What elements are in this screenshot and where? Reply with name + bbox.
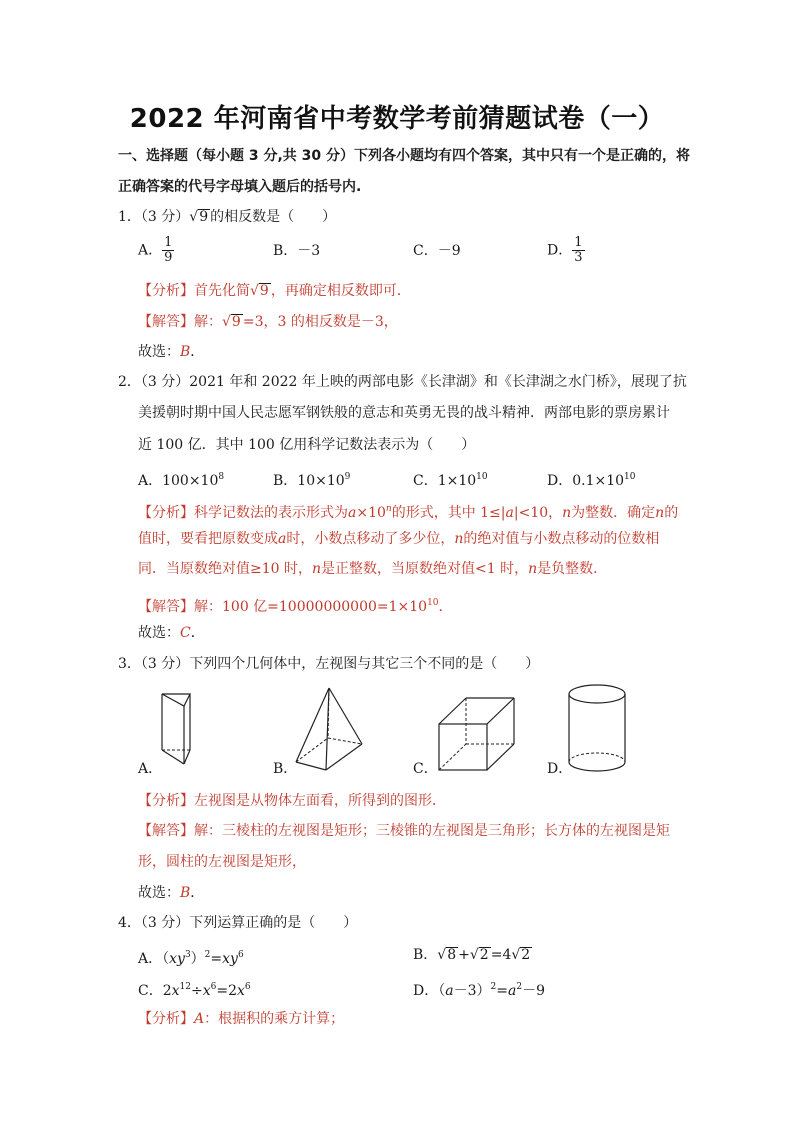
q4-analysis (138, 1010, 344, 1028)
exponent: 6 (244, 982, 251, 992)
section-instruction-line1: 一、选择题（每小题 3 分,共 30 分）下列各小题均有四个答案，其中只有一个是正确的，将 (118, 148, 691, 164)
analysis-tag: 【分析】 (138, 283, 194, 299)
sqrt-sign: √ (250, 283, 259, 299)
radicand: 9 (199, 209, 209, 225)
fraction (162, 236, 174, 265)
q4-option-a[interactable] (138, 946, 244, 968)
option-text: C．2 (138, 983, 172, 999)
q3-solution-line2 (138, 853, 306, 871)
triangular-prism-figure[interactable] (158, 688, 218, 774)
solution-tag: 【解答】 (138, 599, 194, 615)
q1-solution (138, 313, 398, 331)
analysis-text: 的形式，其中 1≤| (391, 505, 506, 521)
analysis-text: |<10， (513, 505, 563, 521)
exponent: 10 (476, 472, 488, 482)
option-text: ÷ (190, 983, 203, 999)
option-text: －3） (453, 983, 491, 999)
solution-tag: 【解答】 (138, 823, 194, 839)
question-1-stem (118, 208, 336, 226)
exponent: 12 (179, 982, 191, 992)
option-label: D． (547, 242, 573, 259)
q2-analysis-line3 (138, 560, 607, 578)
choice-end: ． (190, 625, 205, 641)
q3-choice (138, 884, 204, 902)
analysis-text: 的 (664, 505, 679, 521)
exponent: 6 (210, 982, 217, 992)
fraction (572, 236, 584, 265)
variable: xy (222, 951, 238, 967)
cuboid-figure[interactable] (436, 694, 522, 774)
choice-answer: C (180, 625, 191, 641)
question-3-stem: 3．（3 分）下列四个几何体中，左视图与其它三个不同的是（ ） (118, 656, 540, 672)
exponent: 10 (427, 598, 439, 608)
exponent: 2 (516, 982, 523, 992)
variable: a (507, 983, 517, 999)
variable: n (655, 505, 665, 521)
variable: x (202, 983, 211, 999)
triangular-pyramid-figure[interactable] (292, 684, 382, 774)
sqrt-sign: √ (511, 947, 521, 963)
variable: n (528, 561, 538, 577)
analysis-text: ：根据积的乘方计算； (204, 1011, 345, 1027)
option-text: B． (413, 947, 438, 963)
analysis-text: 同．当原数绝对值≥10 时， (138, 561, 312, 577)
analysis-text: 为整数．确定 (571, 505, 656, 521)
q2-option-c[interactable] (413, 468, 488, 490)
variable: x (171, 983, 180, 999)
variable: n (562, 505, 572, 521)
denominator: 3 (574, 250, 583, 265)
variable: n (312, 561, 322, 577)
option-text: A．（ (138, 951, 170, 967)
option-text: C．1×10 (413, 473, 477, 489)
exponent: 9 (344, 472, 351, 482)
variable: a (348, 505, 357, 521)
choice-end: ． (190, 885, 205, 901)
analysis-text: ，再确定相反数即可． (270, 283, 411, 299)
q1-option-d[interactable] (547, 236, 585, 265)
q2-analysis-line1 (138, 500, 678, 522)
variable: a (445, 983, 454, 999)
denominator: 9 (164, 250, 173, 265)
q2-option-a[interactable] (138, 468, 224, 490)
q2-solution (138, 594, 453, 616)
question-2-line3: 近 100 亿．其中 100 亿用科学记数法表示为（ ） (138, 437, 476, 453)
q4-option-d[interactable] (413, 978, 545, 1000)
analysis-text: ×10 (356, 505, 386, 521)
analysis-text: 是负整数． (537, 561, 608, 577)
exponent: 8 (218, 472, 225, 482)
question-2-line2: 美援朝时期中国人民志愿军钢铁般的意志和英勇无畏的战斗精神．两部电影的票房累计 (138, 405, 670, 421)
option-label: A． (138, 242, 163, 259)
exponent: 2 (204, 950, 211, 960)
radicand: 9 (231, 314, 241, 330)
exponent: 2 (490, 982, 497, 992)
sqrt-sign: √ (222, 314, 231, 330)
q3-option-d[interactable]: D． (547, 761, 573, 777)
question-2-line1: 2．（3 分）2021 年和 2022 年上映的两部电影《长津湖》和《长津湖之水门桥》，展现了抗 (118, 374, 687, 390)
question-text: 的相反数是（ ） (210, 209, 337, 225)
choice-end: ． (190, 344, 205, 360)
exponent: 10 (624, 472, 636, 482)
solution-text: 解：三棱柱的左视图是矩形；三棱锥的左视图是三角形；长方体的左视图是矩 (194, 823, 670, 839)
option-text: B．10×10 (273, 473, 345, 489)
option-text: －9 (522, 983, 545, 999)
variable: a (278, 531, 287, 547)
analysis-text: 时，小数点移动了多少位， (286, 531, 455, 547)
q1-option-b[interactable]: B．－3 (273, 243, 321, 259)
choice-label: 故选： (138, 344, 180, 360)
page-title: 2022 年河南省中考数学考前猜题试卷（一） (129, 104, 665, 134)
question-number: 1．（3 分） (118, 209, 190, 225)
option-text: = (210, 951, 223, 967)
radicand: 8 (447, 947, 457, 963)
analysis-tag: 【分析】 (138, 793, 194, 809)
q3-option-b[interactable]: B． (273, 761, 298, 777)
variable: n (454, 531, 464, 547)
option-text: + (458, 947, 470, 963)
q1-option-c[interactable]: C．－9 (413, 243, 461, 259)
choice-label: 故选： (138, 625, 180, 641)
q4-option-b[interactable] (413, 946, 532, 964)
exponent: 3 (184, 950, 191, 960)
variable: x (237, 983, 245, 999)
option-text: ） (190, 951, 205, 967)
section-instruction-line2: 正确答案的代号字母填入题后的括号内. (118, 179, 362, 195)
q2-option-b[interactable] (273, 468, 350, 490)
option-text: =4 (490, 947, 512, 963)
analysis-tag: 【分析】 (138, 505, 194, 521)
question-4-stem: 4．（3 分）下列运算正确的是（ ） (118, 915, 358, 931)
q1-option-a[interactable] (138, 236, 174, 265)
variable: xy (169, 951, 185, 967)
choice-answer: B (180, 885, 191, 901)
choice-answer: B (180, 344, 191, 360)
sqrt-sign: √ (469, 947, 479, 963)
solution-text: 解： (194, 314, 222, 330)
q3-solution-line1 (138, 822, 670, 840)
q3-option-c[interactable]: C． (413, 761, 438, 777)
radicand: 2 (521, 947, 531, 963)
analysis-text: 的绝对值与小数点移动的位数相 (463, 531, 660, 547)
solution-tag: 【解答】 (138, 314, 194, 330)
q1-choice (138, 343, 204, 361)
sqrt-sign: √ (437, 947, 447, 963)
option-text: D．0.1×10 (547, 473, 625, 489)
q3-option-a[interactable]: A． (138, 761, 163, 777)
q2-option-d[interactable] (547, 468, 636, 490)
q2-analysis-line2 (138, 530, 659, 548)
solution-text: 形，圆柱的左视图是矩形， (138, 854, 306, 870)
exponent: 6 (237, 950, 244, 960)
sqrt-sign: √ (189, 209, 199, 225)
analysis-text: 首先化简 (194, 283, 250, 299)
solution-text: 解：100 亿=10000000000=1×10 (194, 599, 428, 615)
variable: A (194, 1011, 205, 1027)
q2-choice (138, 624, 205, 642)
radicand: 2 (479, 947, 489, 963)
analysis-text: 值时，要看把原数变成 (138, 531, 278, 547)
exponent: n (385, 504, 392, 514)
analysis-tag: 【分析】 (138, 1011, 194, 1027)
solution-text: =3，3 的相反数是－3， (242, 314, 398, 330)
analysis-text: 左视图是从物体左面看，所得到的图形． (194, 793, 446, 809)
q4-option-c[interactable] (138, 978, 251, 1000)
option-text: D．（ (413, 983, 446, 999)
q1-analysis (138, 282, 411, 300)
option-text: = (496, 983, 508, 999)
numerator: 1 (574, 235, 583, 250)
cylinder-figure[interactable] (566, 682, 632, 776)
option-text: A．100×10 (138, 473, 219, 489)
choice-label: 故选： (138, 885, 180, 901)
analysis-text: 是正整数，当原数绝对值<1 时， (321, 561, 529, 577)
q3-analysis (138, 792, 446, 810)
numerator: 1 (164, 235, 173, 250)
radicand: 9 (259, 283, 269, 299)
option-text: =2 (216, 983, 237, 999)
solution-text: ． (438, 599, 453, 615)
variable: a (505, 505, 514, 521)
analysis-text: 科学记数法的表示形式为 (194, 505, 348, 521)
